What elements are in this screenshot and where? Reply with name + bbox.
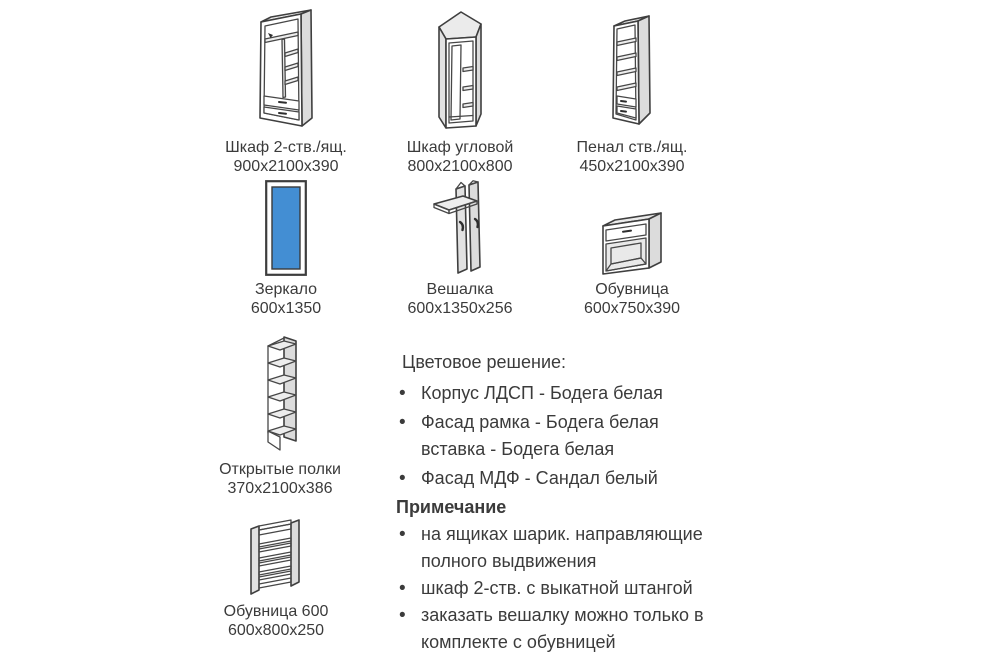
catalog-item-tall-cabinet <box>542 8 722 176</box>
catalog-item-shoe-rack-600 <box>186 518 366 640</box>
catalog-item-coat-rack <box>370 180 550 318</box>
corner-wardrobe-drawing <box>370 8 550 134</box>
item-dimensions: 370х2100х386 <box>227 480 333 497</box>
item-name: Обувница <box>595 281 669 298</box>
catalog-item-wardrobe-2-door <box>196 8 376 176</box>
bullet-icon: • <box>399 383 406 404</box>
bullet-text: Корпус ЛДСП - Бодега белая <box>421 383 663 403</box>
item-name: Шкаф угловой <box>406 139 514 156</box>
item-name: Обувница 600 <box>223 603 329 620</box>
bullet-icon: • <box>399 605 406 626</box>
open-shelves-drawing <box>190 334 370 456</box>
item-dimensions: 900х2100х390 <box>233 158 339 175</box>
bullet-icon: • <box>399 524 406 545</box>
color-bullet <box>394 409 724 463</box>
item-dimensions: 600х800х250 <box>227 622 325 639</box>
bullet-text: Фасад МДФ - Сандал белый <box>421 468 658 488</box>
tall-cabinet-drawing <box>542 8 722 134</box>
bullet-icon: • <box>399 468 406 489</box>
note-bullet <box>394 521 724 575</box>
shoe-rack-drawing <box>186 518 366 598</box>
info-panel <box>394 349 724 656</box>
note-title: Примечание <box>396 497 507 517</box>
item-name: Вешалка <box>426 281 494 298</box>
item-name: Открытые полки <box>219 461 341 478</box>
bullet-icon: • <box>399 578 406 599</box>
item-name: Пенал ств./ящ. <box>576 139 688 156</box>
catalog-item-mirror <box>196 180 376 318</box>
color-bullet <box>394 380 724 407</box>
item-dimensions: 800х2100х800 <box>407 158 513 175</box>
color-solution-title: Цветовое решение: <box>402 352 567 372</box>
wardrobe-2-door-drawing <box>196 8 376 134</box>
bullet-text: на ящиках шарик. направляющие полного выдвижения <box>421 524 703 571</box>
catalog-item-shoe-cabinet <box>542 180 722 318</box>
note-bullet <box>394 575 724 602</box>
note-bullet <box>394 602 724 656</box>
item-dimensions: 600х1350х256 <box>407 300 513 317</box>
item-dimensions: 600х750х390 <box>583 300 681 317</box>
item-name: Зеркало <box>254 281 318 298</box>
catalog-item-corner-wardrobe <box>370 8 550 176</box>
item-dimensions: 600х1350 <box>250 300 322 317</box>
bullet-text: заказать вешалку можно только в комплекте с обувницей <box>421 605 704 652</box>
item-name: Шкаф 2-ств./ящ. <box>225 139 347 156</box>
mirror-drawing <box>196 180 376 276</box>
shoe-cabinet-drawing <box>542 180 722 276</box>
bullet-icon: • <box>399 412 406 433</box>
color-bullet <box>394 465 724 492</box>
item-dimensions: 450х2100х390 <box>579 158 685 175</box>
bullet-text: Фасад рамка - Бодега белая вставка - Бодега белая <box>421 412 659 459</box>
coat-rack-drawing <box>370 180 550 276</box>
bullet-text: шкаф 2-ств. с выкатной штангой <box>421 578 693 598</box>
catalog-item-open-shelves <box>190 334 370 498</box>
